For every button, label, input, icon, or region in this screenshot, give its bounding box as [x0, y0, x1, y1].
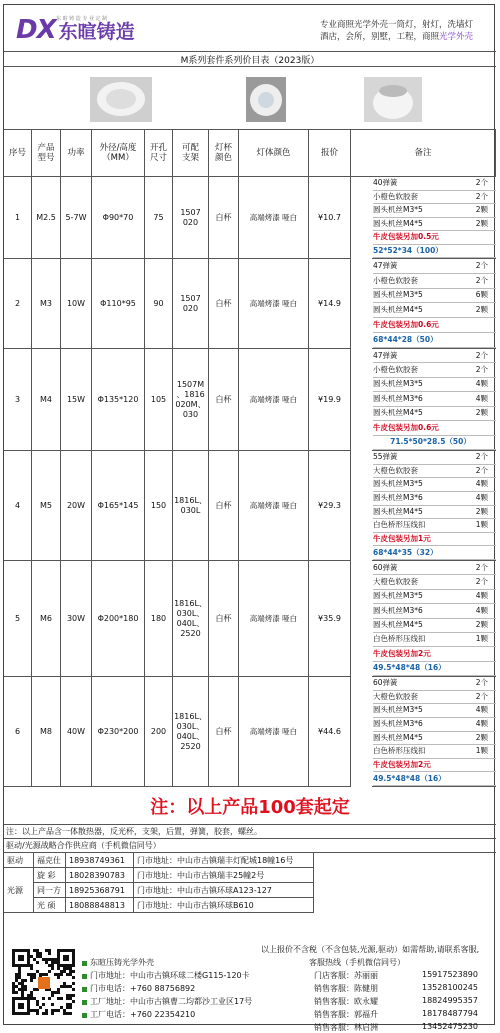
- cell-hole: 200: [145, 677, 173, 787]
- remark-line: [373, 407, 496, 421]
- remark-line: [373, 204, 496, 218]
- column-header: 功率: [61, 129, 92, 177]
- product-photo: [364, 77, 422, 122]
- carton-size: 68*44*35（32）: [373, 546, 496, 560]
- cell-price: ¥44.6: [309, 677, 351, 787]
- remark-line: [373, 274, 496, 289]
- remark-line: [373, 349, 496, 363]
- tagline-line-2: [320, 31, 492, 43]
- supplier-phone: 18925368791: [66, 883, 134, 898]
- carton-size: 49.5*48*48（16）: [373, 772, 496, 786]
- supplier-group: 驱动: [4, 853, 34, 868]
- remark-cell: [372, 177, 496, 259]
- factory-phone: 工厂电话：+760 22354210: [90, 1010, 196, 1019]
- cell-hole: 180: [145, 561, 173, 677]
- contact-role: 销售客服：林启洲: [314, 1023, 378, 1032]
- supplier-phone: 18028390783: [66, 868, 134, 883]
- remark-qty: 2个: [475, 452, 488, 462]
- packaging-surcharge: 牛皮包装另加0.6元: [373, 421, 496, 435]
- cell-price: ¥19.9: [309, 349, 351, 451]
- remark-line: [373, 378, 496, 392]
- logo-mark: DX: [16, 15, 56, 45]
- supplier-title: 驱动/光源战略合作供应商（手机微信同号）: [4, 839, 496, 853]
- remark-cell: [372, 677, 496, 787]
- column-header: 报价: [309, 129, 351, 177]
- cell-size: Φ165*145: [92, 451, 145, 561]
- contact-phone[interactable]: 15917523890: [422, 970, 478, 979]
- remark-qty: 2颗: [475, 408, 488, 418]
- footer: [4, 943, 496, 1032]
- cell-model: M2.5: [32, 177, 61, 259]
- packaging-surcharge: 牛皮包装另加0.5元: [373, 231, 496, 245]
- remark-qty: 2个: [475, 350, 488, 360]
- cell-price: ¥35.9: [309, 561, 351, 677]
- remark-line: [373, 519, 496, 533]
- column-header: 可配 支架: [173, 129, 209, 177]
- carton-size: 49.5*48*48（16）: [373, 662, 496, 676]
- cell-marker: [82, 961, 87, 966]
- cell-size: Φ200*180: [92, 561, 145, 677]
- remark-item: 圆头机丝M4*5: [373, 305, 423, 315]
- remark-qty: 2个: [475, 465, 488, 475]
- remark-line: [373, 218, 496, 232]
- remark-item: 圆头机丝M3*5: [373, 591, 423, 601]
- remark-qty: 4颗: [475, 591, 488, 601]
- remark-qty: 2颗: [475, 506, 488, 516]
- page-title: M系列套件系列价目表（2023版）: [4, 51, 496, 67]
- cell-no: 5: [4, 561, 32, 677]
- product-photo: [246, 77, 286, 122]
- contact-role: 销售客服：郭福升: [314, 1010, 378, 1019]
- cell-bracket: 1507 020: [173, 177, 209, 259]
- cell-power: 40W: [61, 677, 92, 787]
- remark-qty: 2颗: [475, 218, 488, 228]
- remark-cell: [372, 561, 496, 677]
- supplier-name: 同一方: [34, 883, 66, 898]
- cell-marker: [82, 974, 87, 979]
- remark-item: 大橙色软胶套: [373, 576, 418, 586]
- remark-line: [373, 451, 496, 465]
- product-note: 注：以上产品含一体散热器，反光杯，支架，后置，弹簧，胶套，螺丝。: [4, 825, 496, 839]
- remark-line: [373, 289, 496, 304]
- cell-no: 3: [4, 349, 32, 451]
- remark-item: 圆头机丝M3*6: [373, 393, 423, 403]
- supplier-name: 旋 彩: [34, 868, 66, 883]
- remark-qty: 4颗: [475, 605, 488, 615]
- supplier-name: 光 硕: [34, 898, 66, 913]
- remark-item: 小橙色软胶套: [373, 365, 418, 375]
- column-header: 灯体颜色: [239, 129, 309, 177]
- column-header: 产品 型号: [32, 129, 61, 177]
- cell-hole: 75: [145, 177, 173, 259]
- remark-line: [373, 392, 496, 406]
- remark-qty: 4颗: [475, 493, 488, 503]
- remark-line: [373, 259, 496, 274]
- remark-line: [373, 506, 496, 520]
- remark-qty: 2个: [475, 576, 488, 586]
- remark-item: 47弹簧: [373, 350, 398, 360]
- remark-line: [373, 478, 496, 492]
- remark-line: [373, 590, 496, 604]
- remark-qty: 2个: [475, 691, 488, 701]
- cell-marker: [82, 1000, 87, 1005]
- cell-bracket: 1507M 、1816 020M、 030: [173, 349, 209, 451]
- column-header: 灯杯 颜色: [209, 129, 239, 177]
- packaging-surcharge: 牛皮包装另加2元: [373, 647, 496, 661]
- remark-line: [373, 492, 496, 506]
- remark-qty: 2颗: [475, 620, 488, 630]
- cell-no: 4: [4, 451, 32, 561]
- supplier-address: 门市地址：中山市古镇环球B610: [134, 898, 314, 913]
- contact-role: 门店客服：苏丽丽: [314, 971, 378, 980]
- hotline: 客服热线（手机微信同号）: [309, 958, 405, 967]
- remark-item: 大橙色软胶套: [373, 691, 418, 701]
- cell-power: 15W: [61, 349, 92, 451]
- remark-qty: 2个: [475, 678, 488, 688]
- contact-phone[interactable]: 18824995357: [422, 996, 478, 1005]
- cell-cup: 白杯: [209, 677, 239, 787]
- product-photo: [90, 77, 152, 122]
- remark-line: [373, 704, 496, 718]
- cell-bracket: 1507 020: [173, 259, 209, 349]
- remark-line: [373, 303, 496, 318]
- carton-size: 52*52*34（100）: [373, 245, 496, 259]
- cell-power: 30W: [61, 561, 92, 677]
- column-header: 外径/高度 （MM）: [92, 129, 145, 177]
- cell-bracket: 1816L、 030L、 040L、 2520: [173, 677, 209, 787]
- qr-code[interactable]: [10, 943, 78, 1019]
- supplier-phone: 18088848813: [66, 898, 134, 913]
- cell-size: Φ90*70: [92, 177, 145, 259]
- remark-line: [373, 363, 496, 377]
- remark-item: 圆头机丝M3*6: [373, 605, 423, 615]
- remark-qty: 2个: [475, 275, 488, 285]
- remark-line: [373, 177, 496, 191]
- remark-line: [373, 677, 496, 691]
- remark-item: 大橙色软胶套: [373, 465, 418, 475]
- remark-item: 圆头机丝M3*5: [373, 479, 423, 489]
- remark-line: [373, 633, 496, 647]
- cell-price: ¥14.9: [309, 259, 351, 349]
- cell-power: 20W: [61, 451, 92, 561]
- remark-item: 圆头机丝M3*5: [373, 290, 423, 300]
- supplier-address: 门市地址：中山市古镇瑞丰灯配城18幢16号: [134, 853, 314, 868]
- remark-item: 圆头机丝M4*5: [373, 218, 423, 228]
- remark-qty: 4颗: [475, 705, 488, 715]
- factory-address: 工厂地址：中山市古镇曹二均都沙工业区17号: [90, 997, 253, 1006]
- remark-line: [373, 732, 496, 746]
- remark-item: 小橙色软胶套: [373, 191, 418, 201]
- remark-qty: 2个: [475, 178, 488, 188]
- logo-subtext: 东 暄 铸 造 专 业 定 制: [56, 16, 108, 22]
- remark-qty: 4颗: [475, 393, 488, 403]
- remark-item: 圆头机丝M3*6: [373, 493, 423, 503]
- contact-phone[interactable]: 13452475230: [422, 1022, 478, 1031]
- remark-item: 白色桥形压线扣: [373, 634, 426, 644]
- cell-cup: 白杯: [209, 177, 239, 259]
- cell-body: 高端烤漆 哑白: [239, 451, 309, 561]
- shop-phone: 门市电话：+760 88756892: [90, 984, 196, 993]
- remark-qty: 6颗: [475, 290, 488, 300]
- remark-qty: 2颗: [475, 305, 488, 315]
- cell-no: 1: [4, 177, 32, 259]
- remark-item: 圆头机丝M4*5: [373, 620, 423, 630]
- cell-body: 高端烤漆 哑白: [239, 561, 309, 677]
- remark-item: 圆头机丝M4*5: [373, 732, 423, 742]
- cell-model: M8: [32, 677, 61, 787]
- remark-qty: 2颗: [475, 732, 488, 742]
- remark-item: 60弹簧: [373, 562, 398, 572]
- cell-model: M6: [32, 561, 61, 677]
- cell-body: 高端烤漆 哑白: [239, 259, 309, 349]
- remark-item: 圆头机丝M4*5: [373, 408, 423, 418]
- remark-item: 圆头机丝M3*5: [373, 205, 423, 215]
- remark-qty: 2个: [475, 562, 488, 572]
- remark-line: [373, 718, 496, 732]
- remark-qty: 2颗: [475, 205, 488, 215]
- column-header: 序号: [4, 129, 32, 177]
- remark-item: 圆头机丝M4*5: [373, 506, 423, 516]
- remark-line: [373, 561, 496, 575]
- cell-bracket: 1816L、 030L、 040L、 2520: [173, 561, 209, 677]
- cell-price: ¥29.3: [309, 451, 351, 561]
- contact-phone[interactable]: 13528100245: [422, 983, 478, 992]
- remark-item: 55弹簧: [373, 452, 398, 462]
- remark-line: [373, 604, 496, 618]
- tagline-part: 酒店，会所，别墅，工程，商照: [320, 32, 440, 42]
- remark-item: 白色桥形压线扣: [373, 746, 426, 756]
- remark-qty: 1颗: [475, 520, 488, 530]
- supplier-address: 门市地址：中山市古镇瑞丰25幢2号: [134, 868, 314, 883]
- remark-line: [373, 465, 496, 479]
- remark-line: [373, 691, 496, 705]
- remark-qty: 4颗: [475, 379, 488, 389]
- shop-address: 门市地址：中山市古镇环球二楼G115-120卡: [90, 971, 250, 980]
- column-header: 备注: [351, 129, 496, 177]
- column-header: 开孔 尺寸: [145, 129, 173, 177]
- cell-model: M5: [32, 451, 61, 561]
- remark-qty: 1颗: [475, 634, 488, 644]
- remark-qty: 4颗: [475, 479, 488, 489]
- cell-hole: 90: [145, 259, 173, 349]
- cell-cup: 白杯: [209, 349, 239, 451]
- cell-size: Φ110*95: [92, 259, 145, 349]
- remark-item: 圆头机丝M3*5: [373, 705, 423, 715]
- remark-cell: [372, 259, 496, 349]
- cell-size: Φ230*200: [92, 677, 145, 787]
- remark-cell: [372, 349, 496, 451]
- remark-line: [373, 191, 496, 205]
- cell-body: 高端烤漆 哑白: [239, 177, 309, 259]
- remark-qty: 2个: [475, 191, 488, 201]
- price-note: 以上报价不含税（不含包装,光源,驱动）如需帮助,请联系客服,: [261, 945, 480, 954]
- remark-item: 40弹簧: [373, 178, 398, 188]
- carton-size: 71.5*50*28.5（50）: [373, 436, 496, 450]
- cell-bracket: 1816L、 030L: [173, 451, 209, 561]
- contact-role: 销售客服：欧永耀: [314, 997, 378, 1006]
- cell-hole: 150: [145, 451, 173, 561]
- remark-item: 47弹簧: [373, 260, 398, 270]
- cell-body: 高端烤漆 哑白: [239, 677, 309, 787]
- packaging-surcharge: 牛皮包装另加2元: [373, 759, 496, 773]
- cell-body: 高端烤漆 哑白: [239, 349, 309, 451]
- company-logo: [16, 13, 135, 47]
- remark-item: 小橙色软胶套: [373, 275, 418, 285]
- supplier-address: 门市地址：中山市古镇环球A123-127: [134, 883, 314, 898]
- packaging-surcharge: 牛皮包装另加0.6元: [373, 318, 496, 333]
- remark-item: 60弹簧: [373, 678, 398, 688]
- remark-line: [373, 575, 496, 589]
- logo-text: 东暄铸造: [58, 20, 135, 43]
- cell-no: 6: [4, 677, 32, 787]
- supplier-group: 光源: [4, 868, 34, 913]
- cell-cup: 白杯: [209, 561, 239, 677]
- packaging-surcharge: 牛皮包装另加1元: [373, 533, 496, 547]
- remark-item: 圆头机丝M3*5: [373, 379, 423, 389]
- cell-power: 10W: [61, 259, 92, 349]
- contact-phone[interactable]: 18178487794: [422, 1009, 478, 1018]
- remark-item: 圆头机丝M3*6: [373, 719, 423, 729]
- tagline-line-1: 专业商照光学外壳一筒灯，射灯，洗墙灯: [320, 20, 474, 30]
- remark-qty: 2个: [475, 365, 488, 375]
- cell-cup: 白杯: [209, 259, 239, 349]
- supplier-name: 福克仕: [34, 853, 66, 868]
- supplier-phone: 18938749361: [66, 853, 134, 868]
- cell-hole: 105: [145, 349, 173, 451]
- tagline-highlight: 光学外壳: [439, 32, 474, 42]
- contact-role: 销售客服：陈健朋: [314, 984, 378, 993]
- cell-model: M4: [32, 349, 61, 451]
- remark-cell: [372, 451, 496, 561]
- remark-qty: 4颗: [475, 719, 488, 729]
- cell-model: M3: [32, 259, 61, 349]
- cell-size: Φ135*120: [92, 349, 145, 451]
- cell-price: ¥10.7: [309, 177, 351, 259]
- cell-marker: [82, 1013, 87, 1018]
- remark-line: [373, 619, 496, 633]
- remark-qty: 2个: [475, 260, 488, 270]
- remark-item: 白色桥形压线扣: [373, 520, 426, 530]
- company-name: 东暄压铸光学外壳: [90, 958, 154, 967]
- carton-size: 68*44*28（50）: [373, 333, 496, 348]
- tagline: [320, 19, 492, 43]
- cell-marker: [82, 987, 87, 992]
- remark-qty: 1颗: [475, 746, 488, 756]
- min-order-notice: 注：以上产品100套起定: [4, 787, 496, 825]
- remark-line: [373, 745, 496, 759]
- cell-cup: 白杯: [209, 451, 239, 561]
- cell-power: 5-7W: [61, 177, 92, 259]
- cell-no: 2: [4, 259, 32, 349]
- price-sheet: [3, 4, 495, 1032]
